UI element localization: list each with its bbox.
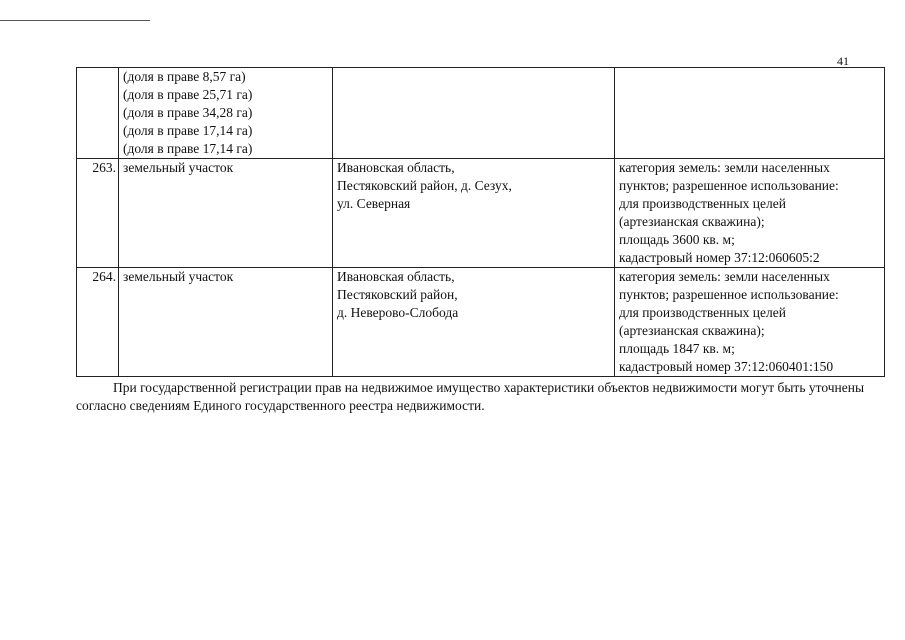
cell-characteristics [615, 68, 885, 159]
object-line: земельный участок [123, 269, 234, 284]
characteristics-line: пунктов; разрешенное использование: [619, 178, 839, 193]
cell-address [333, 159, 615, 268]
characteristics-line: кадастровый номер 37:12:060401:150 [619, 359, 834, 374]
cell-address [333, 268, 615, 377]
characteristics-line: категория земель: земли населенных [619, 269, 830, 284]
cell-address [333, 68, 615, 159]
row-number: 263. [77, 159, 119, 268]
table-row [77, 159, 885, 268]
page-number: 41 [837, 54, 849, 68]
object-line: (доля в праве 8,57 га) [123, 69, 246, 84]
characteristics-line: для производственных целей [619, 305, 786, 320]
characteristics-line: площадь 3600 кв. м; [619, 232, 735, 247]
scan-artifact-line [0, 20, 150, 21]
object-line: (доля в праве 25,71 га) [123, 87, 253, 102]
object-line: (доля в праве 34,28 га) [123, 105, 253, 120]
cell-object [119, 268, 333, 377]
table-row [77, 68, 885, 159]
address-line: ул. Северная [337, 196, 411, 211]
row-number: 264. [77, 268, 119, 377]
address-line: Ивановская область, [337, 269, 455, 284]
table-row [77, 268, 885, 377]
object-line: (доля в праве 17,14 га) [123, 123, 253, 138]
characteristics-line: категория земель: земли населенных [619, 160, 830, 175]
object-line: земельный участок [123, 160, 234, 175]
cell-object [119, 159, 333, 268]
row-number [77, 68, 119, 159]
characteristics-line: (артезианская скважина); [619, 323, 765, 338]
object-line: (доля в праве 17,14 га) [123, 141, 253, 156]
characteristics-line: пунктов; разрешенное использование: [619, 287, 839, 302]
characteristics-line: площадь 1847 кв. м; [619, 341, 735, 356]
registration-note: При государственной регистрации прав на недвижимое имущество характеристики объектов недвижимости могут быть уточнены согласно сведениям Единого государственного реестра недвижимости. [76, 380, 865, 413]
address-line: д. Неверово-Слобода [337, 305, 459, 320]
characteristics-line: (артезианская скважина); [619, 214, 765, 229]
address-line: Пестяковский район, [337, 287, 458, 302]
cell-object [119, 68, 333, 159]
property-table [76, 67, 885, 377]
characteristics-line: для производственных целей [619, 196, 786, 211]
address-line: Пестяковский район, д. Сезух, [337, 178, 512, 193]
cell-characteristics [615, 159, 885, 268]
characteristics-line: кадастровый номер 37:12:060605:2 [619, 250, 820, 265]
cell-characteristics [615, 268, 885, 377]
address-line: Ивановская область, [337, 160, 455, 175]
